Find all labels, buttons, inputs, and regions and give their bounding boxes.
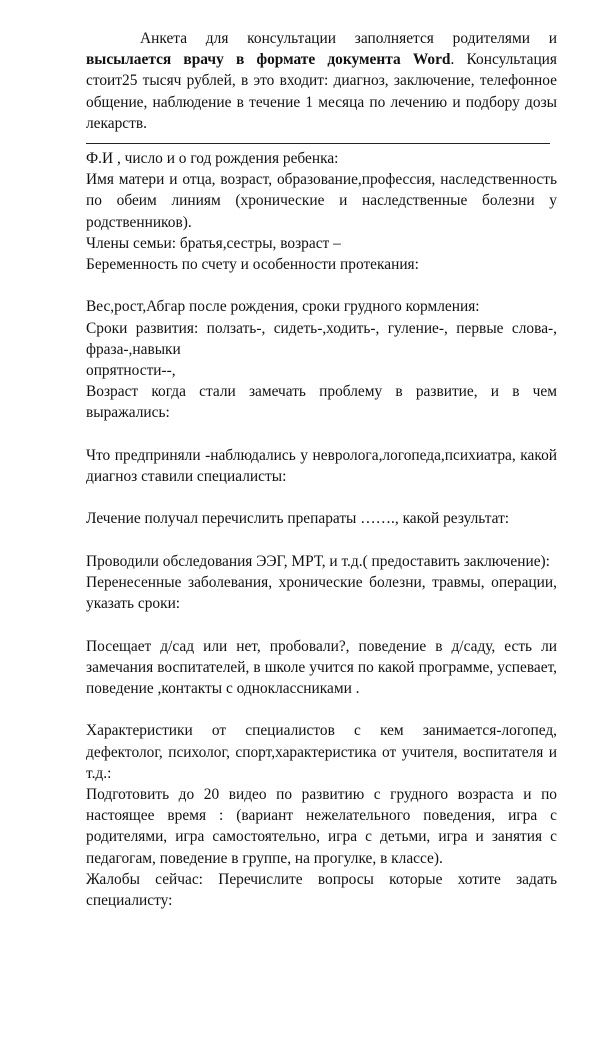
blank-line bbox=[86, 699, 557, 720]
intro-text-part2: . Консультация стоит25 тысяч рублей, в это входит: диагноз, заключение, телефонное общение, наблюдение в течение 1 месяца по лечению и подбору дозы лекарств. bbox=[86, 51, 557, 132]
horizontal-rule bbox=[86, 143, 550, 144]
question-child-name: Ф.И , число и о год рождения ребенка: bbox=[86, 150, 339, 168]
blank-line bbox=[86, 530, 557, 551]
question-complaints: Жалобы сейчас: Перечислите вопросы которые хотите задать специалисту: bbox=[86, 870, 557, 910]
question-diseases: Перенесенные заболевания, хронические болезни, травмы, операции, указать сроки: bbox=[86, 574, 557, 613]
blank-line bbox=[86, 424, 557, 445]
blank-line bbox=[86, 487, 557, 508]
question-family: Члены семьи: братья,сестры, возраст – bbox=[86, 234, 341, 252]
blank-line bbox=[86, 275, 557, 296]
question-specialists: Характеристики от специалистов с кем занимается-логопед, дефектолог, психолог, спорт,характеристика от учителя, воспитателя и т.д.: bbox=[86, 722, 557, 782]
intro-text-part1: Анкета для консультации заполняется родителями и bbox=[140, 30, 557, 47]
blank-line bbox=[86, 614, 557, 635]
question-examinations: Проводили обследования ЭЭГ, МРТ, и т.д.( предоставить заключение): bbox=[86, 552, 550, 570]
question-actions: Что предприняли -наблюдались у невролога,логопеда,психиатра, какой диагноз ставили специалисты: bbox=[86, 446, 557, 486]
intro-text-bold: высылается врачу в формате документа Word bbox=[86, 51, 451, 69]
question-kindergarten-school: Посещает д/сад или нет, пробовали?, поведение в д/саду, есть ли замечания воспитателей, в школе учится по какой программе, успевает, поведение ,контакты с одноклассниками . bbox=[86, 637, 557, 698]
question-parents: Имя матери и отца, возраст, образование,профессия, наследственность по обеим линиям (хронические и наследственные болезни у родственников). bbox=[86, 171, 557, 231]
question-development: Сроки развития: ползать-, сидеть-,ходить-, гуление-, первые слова-, фраза-,навыки bbox=[86, 319, 557, 358]
question-development-cont: опрятности--, bbox=[86, 362, 176, 380]
question-birth-stats: Вес,рост,Абгар после рождения, сроки грудного кормления: bbox=[86, 298, 480, 316]
question-problem-age: Возраст когда стали замечать проблему в развитие, и в чем выражались: bbox=[86, 383, 557, 422]
question-videos: Подготовить до 20 видео по развитию с грудного возраста и по настоящее время : (вариант нежелательного поведения, игра с родителями, игра самостоятельно, игра с детьми, игра и занятия с педагогам, поведение в группе, на прогулке, в классе). bbox=[86, 786, 557, 867]
question-treatment: Лечение получал перечислить препараты ……., какой результат: bbox=[86, 510, 510, 528]
question-pregnancy: Беременность по счету и особенности протекания: bbox=[86, 256, 419, 274]
intro-paragraph bbox=[86, 28, 557, 134]
